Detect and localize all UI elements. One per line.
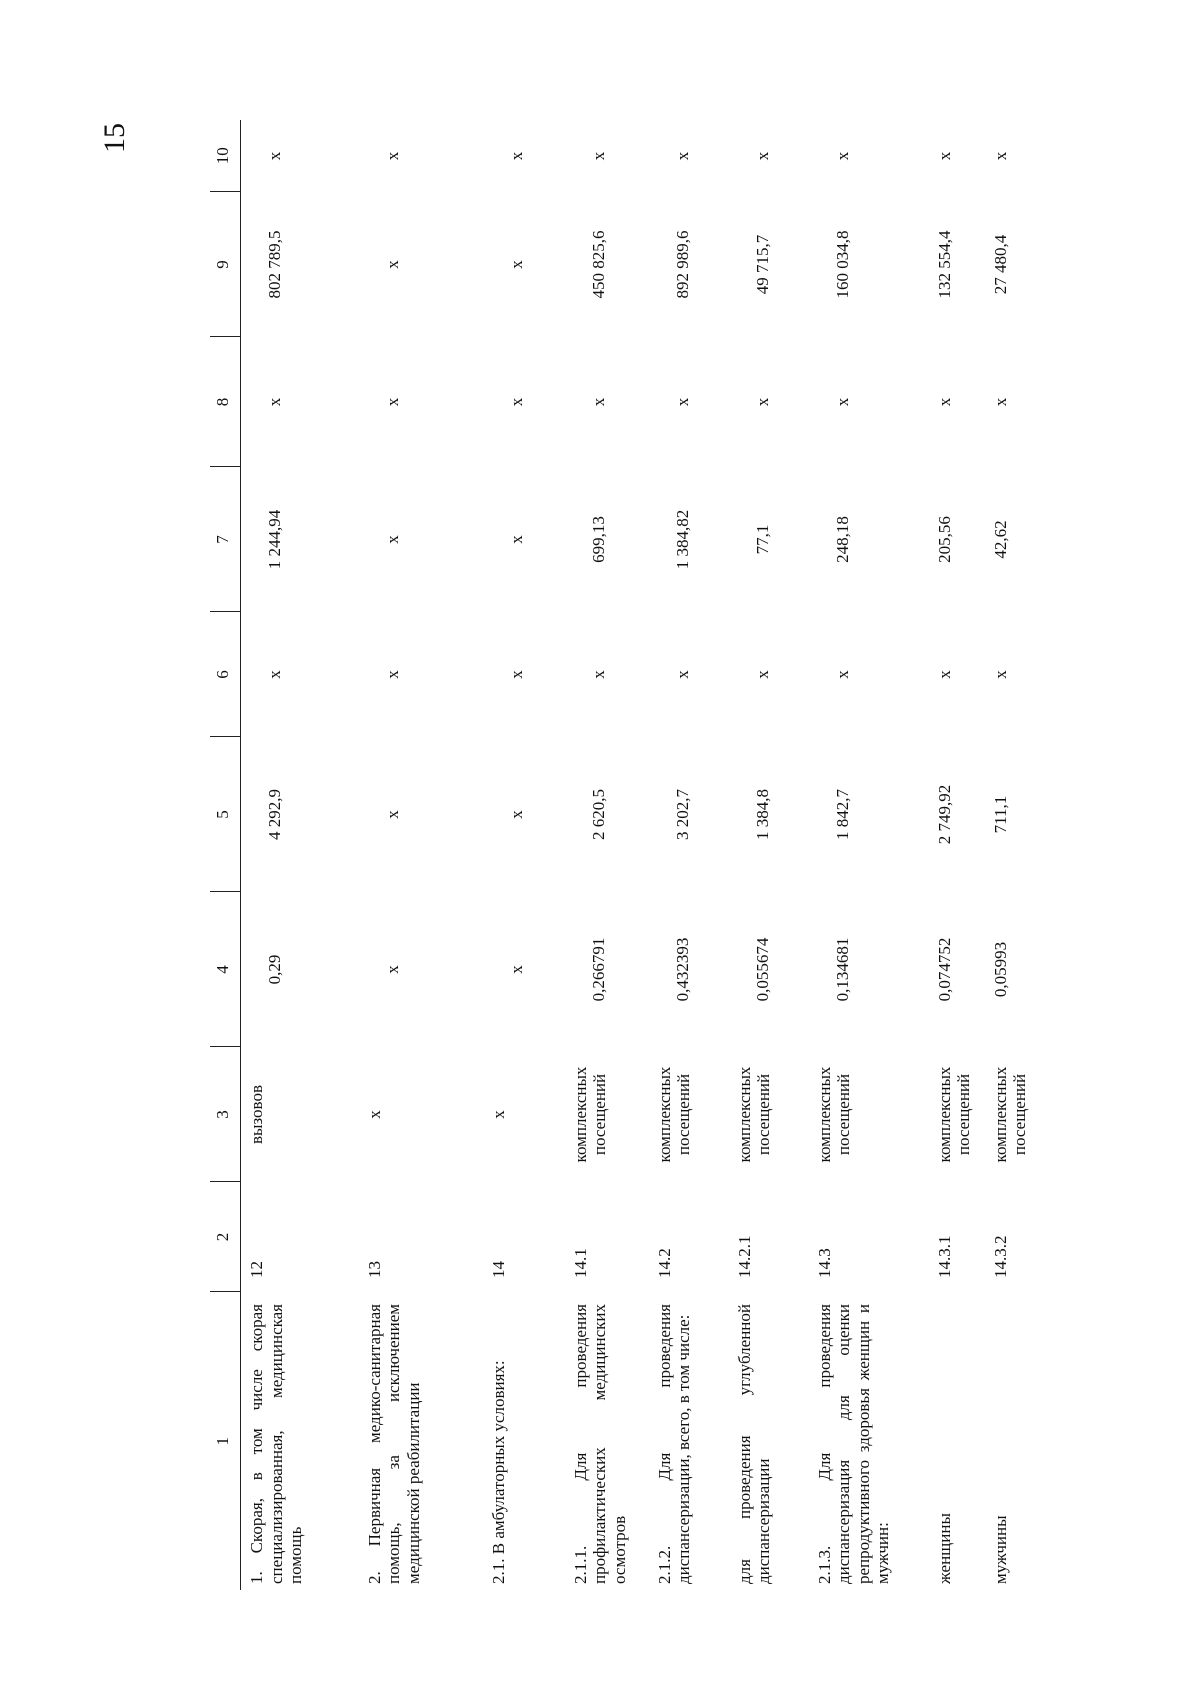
value-col-8: х	[832, 397, 852, 407]
table-row	[483, 120, 565, 1590]
unit-cell: комплексных посещений	[990, 1066, 1030, 1163]
value-col-4: х	[506, 965, 526, 974]
value-col-10: х	[588, 151, 608, 161]
row-number-cell: 14.3	[814, 1248, 834, 1278]
value-col-7: 205,56	[934, 516, 954, 563]
value-col-7: 1 384,82	[672, 509, 692, 570]
value-col-9: х	[382, 260, 402, 269]
table-row	[649, 120, 729, 1590]
value-col-5: 2 620,5	[588, 789, 608, 840]
row-number-cell: 12	[247, 1261, 266, 1278]
column-header: 6	[210, 612, 241, 737]
row-name-cell: для проведения углубленной диспансеризации	[734, 1304, 774, 1584]
unit-cell: комплексных посещений	[734, 1066, 774, 1163]
column-header: 8	[210, 337, 241, 467]
value-col-6: х	[934, 670, 954, 679]
unit-cell: комплексных посещений	[570, 1066, 610, 1163]
column-header: 10	[210, 120, 241, 192]
value-col-8: х	[265, 397, 284, 407]
value-col-8: х	[990, 397, 1010, 407]
row-number-cell: 14.2.1	[734, 1235, 754, 1278]
value-col-5: 3 202,7	[672, 789, 692, 840]
value-col-8: х	[588, 397, 608, 407]
row-number-cell: 14.1	[570, 1248, 590, 1278]
value-col-10: х	[265, 151, 284, 161]
value-col-5: х	[506, 810, 526, 819]
column-header: 1	[210, 1292, 241, 1590]
row-number-cell: 14.3.2	[990, 1235, 1010, 1278]
value-col-5: 711,1	[990, 795, 1010, 834]
value-col-9: 132 554,4	[934, 230, 954, 299]
value-col-9: 49 715,7	[752, 234, 772, 295]
column-header: 9	[210, 192, 241, 337]
value-col-8: х	[506, 397, 526, 407]
value-col-9: 160 034,8	[832, 230, 852, 299]
column-header: 2	[210, 1182, 241, 1292]
value-col-4: 0,055674	[752, 937, 772, 1002]
value-col-5: 1 384,8	[752, 789, 772, 840]
value-col-10: х	[752, 151, 772, 161]
data-table	[210, 120, 1045, 1590]
value-col-10: х	[506, 151, 526, 161]
value-col-10: х	[382, 151, 402, 161]
value-col-7: 77,1	[752, 524, 772, 555]
value-col-4: х	[382, 965, 402, 974]
value-col-9: 27 480,4	[990, 234, 1010, 295]
value-col-5: х	[382, 810, 402, 819]
unit-cell: комплексных посещений	[934, 1066, 974, 1163]
value-col-6: х	[752, 670, 772, 679]
row-name-cell: 2. Первичная медико-санитарная помощь, за исключением медицинской реабилитации	[364, 1304, 423, 1584]
table-row	[359, 120, 483, 1590]
table-row	[729, 120, 809, 1590]
value-col-6: х	[588, 670, 608, 679]
unit-cell: вызовов	[247, 1085, 266, 1145]
table-header-row	[210, 120, 241, 1590]
value-col-8: х	[672, 397, 692, 407]
value-col-7: 42,62	[990, 520, 1010, 559]
column-header: 4	[210, 892, 241, 1047]
row-name-cell: женщины	[934, 1513, 954, 1584]
row-name-cell: мужчины	[990, 1515, 1010, 1584]
table-row	[985, 120, 1045, 1590]
value-col-4: 0,074752	[934, 937, 954, 1002]
value-col-9: 802 789,5	[265, 230, 284, 299]
column-header: 5	[210, 737, 241, 892]
value-col-6: х	[382, 670, 402, 679]
value-col-5: 2 749,92	[934, 784, 954, 845]
row-name-cell: 2.1. В амбулаторных условиях:	[488, 1360, 508, 1584]
value-col-8: х	[752, 397, 772, 407]
table-row	[809, 120, 929, 1590]
row-name-cell: 2.1.3. Для проведения диспансеризация для оценки репродуктивного здоровья женщин и мужчин:	[814, 1304, 893, 1584]
value-col-6: х	[832, 670, 852, 679]
value-col-4: 0,266791	[588, 937, 608, 1002]
value-col-7: 699,13	[588, 516, 608, 563]
value-col-7: х	[382, 535, 402, 544]
row-name-cell: 2.1.1. Для проведения профилактических медицинских осмотров	[570, 1304, 629, 1584]
value-col-8: х	[934, 397, 954, 407]
value-col-4: 0,134681	[832, 937, 852, 1002]
table-row	[565, 120, 649, 1590]
row-name-cell: 1. Скорая, в том числе скорая специализированная, медицинская помощь	[247, 1304, 306, 1584]
value-col-4: 0,432393	[672, 937, 692, 1002]
value-col-6: х	[265, 670, 284, 679]
value-col-6: х	[990, 670, 1010, 679]
unit-cell: х	[364, 1110, 384, 1119]
row-number-cell: 14.3.1	[934, 1235, 954, 1278]
value-col-7: 248,18	[832, 516, 852, 563]
value-col-4: 0,05993	[990, 941, 1010, 998]
unit-cell: х	[488, 1110, 508, 1119]
table-row	[929, 120, 985, 1590]
row-number-cell: 14.2	[654, 1248, 674, 1278]
unit-cell: комплексных посещений	[814, 1066, 854, 1163]
value-col-10: х	[934, 151, 954, 161]
row-name-cell: 2.1.2. Для проведения диспансеризации, всего, в том числе:	[654, 1304, 694, 1584]
value-col-9: 892 989,6	[672, 230, 692, 299]
unit-cell: комплексных посещений	[654, 1066, 694, 1163]
value-col-9: х	[506, 260, 526, 269]
row-number-cell: 14	[488, 1261, 508, 1278]
column-header: 3	[210, 1047, 241, 1182]
rotated-table-container	[210, 120, 1040, 1590]
value-col-10: х	[672, 151, 692, 161]
table-row	[241, 120, 359, 1590]
row-number-cell: 13	[364, 1261, 384, 1278]
column-header: 7	[210, 467, 241, 612]
value-col-6: х	[506, 670, 526, 679]
page-number: 15	[98, 123, 131, 153]
value-col-7: 1 244,94	[265, 509, 284, 570]
value-col-10: х	[832, 151, 852, 161]
value-col-7: х	[506, 535, 526, 544]
value-col-6: х	[672, 670, 692, 679]
value-col-8: х	[382, 397, 402, 407]
value-col-10: х	[990, 151, 1010, 161]
value-col-4: 0,29	[265, 954, 284, 985]
value-col-9: 450 825,6	[588, 230, 608, 299]
value-col-5: 1 842,7	[832, 789, 852, 840]
value-col-5: 4 292,9	[265, 789, 284, 840]
